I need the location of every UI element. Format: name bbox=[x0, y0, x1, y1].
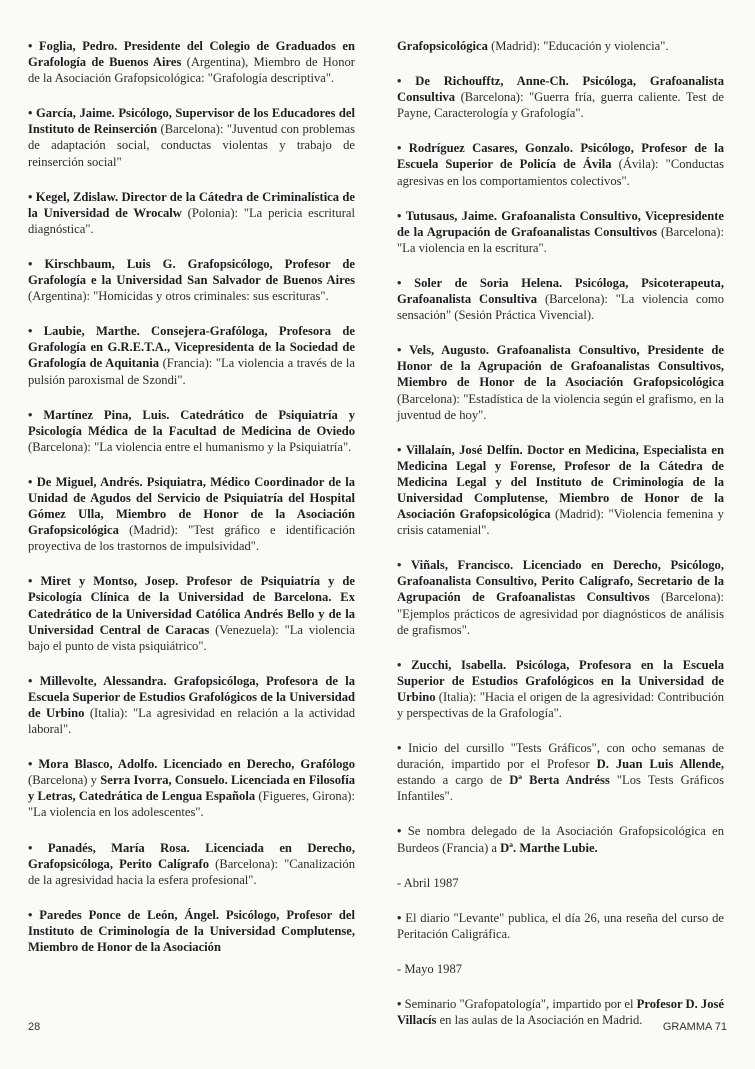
list-item: • Villalaín, José Delfín. Doctor en Medicina, Especialista en Medicina Legal y Forense, Profesor de la Cátedra de Medicina Legal y del Instituto de Criminología de la Universidad Complutense, Miembro de Honor de la Asociación Grafopsicológica (Madrid): "Violencia femenina y crisis catamenial". bbox=[397, 442, 724, 538]
list-item: • Paredes Ponce de León, Ángel. Psicólogo, Profesor del Instituto de Criminología de la Universidad Complutense, Miembro de Honor de la Asociación bbox=[28, 907, 355, 955]
list-item: • Mora Blasco, Adolfo. Licenciado en Derecho, Grafólogo (Barcelona) y Serra Ivorra, Consuelo. Licenciada en Filosofía y Letras, Catedrática de Lengua Española (Figueres, Girona): "La violencia en los adolescentes". bbox=[28, 757, 355, 820]
left-column bbox=[28, 38, 355, 974]
month-heading: - Abril 1987 bbox=[397, 875, 459, 890]
list-item: • García, Jaime. Psicólogo, Supervisor de los Educadores del Instituto de Reinserción (Barcelona): "Juventud con problemas de adaptación social, conductas violentas y trabajo de reinserción social" bbox=[28, 106, 355, 169]
list-item: • Vels, Augusto. Grafoanalista Consultivo, Presidente de Honor de la Agrupación de Grafoanalistas Consultivos, Miembro de Honor de la Asociación Grafopsicológica (Barcelona): "Estadística de la violencia según el grafismo, en la juventud de hoy". bbox=[397, 343, 724, 422]
right-column bbox=[397, 38, 724, 1047]
month-heading: - Mayo 1987 bbox=[397, 961, 463, 976]
list-item: • De Miguel, Andrés. Psiquiatra, Médico Coordinador de la Unidad de Agudos del Servicio de Psiquiatría del Hospital Gómez Ulla, Miembro de Honor de la Asociación Grafopsicológica (Madrid): "Test gráfico e identificación proyectiva de los trastornos de impulsividad". bbox=[28, 474, 355, 554]
list-item: • De Richoufftz, Anne-Ch. Psicóloga, Grafoanalista Consultiva (Barcelona): "Guerra fría, guerra caliente. Test de Payne, Caracterología y Grafología". bbox=[397, 74, 724, 121]
list-item: • Millevolte, Alessandra. Grafopsicóloga, Profesora de la Escuela Superior de Estudios Grafológicos de la Universidad de Urbino (Italia): "La agresividad en relación a la actividad laboral". bbox=[28, 673, 356, 737]
news-item: • Inicio del cursillo "Tests Gráficos", con ocho semanas de duración, impartido por el Profesor D. Juan Luis Allende, estando a cargo de Dª Berta Andréss "Los Tests Gráficos Infantiles". bbox=[397, 741, 724, 804]
list-item: • Foglia, Pedro. Presidente del Colegio de Graduados en Grafología de Buenos Aires (Argentina), Miembro de Honor de la Asociación Grafopsicológica: "Grafología descriptiva". bbox=[28, 39, 355, 86]
list-item: • Miret y Montso, Josep. Profesor de Psiquiatría y de Psicología Clínica de la Universidad de Barcelona. Ex Catedrático de la Universidad Católica Andrés Bello y de la Universidad Central de Caracas (Venezuela): "La violencia bajo el punto de vista psiquiátrico". bbox=[28, 574, 355, 653]
list-item: • Tutusaus, Jaime. Grafoanalista Consultivo, Vicepresidente de la Agrupación de Grafoanalistas Consultivos (Barcelona): "La violencia en la escritura". bbox=[397, 208, 725, 255]
list-item: • Panadés, María Rosa. Licenciada en Derecho, Grafopsicóloga, Perito Calígrafo (Barcelona): "Canalización de la agresividad hacia la esfera profesional". bbox=[28, 840, 355, 887]
list-item: • Soler de Soria Helena. Psicóloga, Psicoterapeuta, Grafoanalista Consultiva (Barcelona): "La violencia como sensación" (Sesión Práctica Vivencial). bbox=[397, 275, 724, 323]
list-item: • Kirschbaum, Luis G. Grafopsicólogo, Profesor de Grafología e la Universidad San Salvador de Buenos Aires (Argentina): "Homicidas y otros criminales: sus escrituras". bbox=[28, 256, 356, 304]
list-item: • Zucchi, Isabella. Psicóloga, Profesora en la Escuela Superior de Estudios Grafológicos en la Universidad de Urbino (Italia): "Hacia el origen de la agresividad: Contribución y perspectivas de la Grafología". bbox=[397, 657, 724, 720]
list-item: • Kegel, Zdislaw. Director de la Cátedra de Criminalística de la Universidad de Wrocalw (Polonia): "La pericia escritural diagnóstica". bbox=[28, 189, 355, 236]
news-item: • El diario "Levante" publica, el día 26, una reseña del curso de Peritación Caligráfica. bbox=[397, 910, 724, 941]
list-item: • Rodríguez Casares, Gonzalo. Psicólogo, Profesor de la Escuela Superior de Policía de Ávila (Ávila): "Conductas agresivas en los comportamientos colectivos". bbox=[397, 141, 724, 188]
list-item: • Viñals, Francisco. Licenciado en Derecho, Psicólogo, Grafoanalista Consultivo, Perito Calígrafo, Secretario de la Agrupación de Grafoanalistas Consultivos (Barcelona): "Ejemplos prácticos de agresividad por diagnósticos de análisis de grafismos". bbox=[397, 558, 724, 637]
journal-name: GRAMMA 71 bbox=[662, 1021, 727, 1033]
page-number: 28 bbox=[28, 1021, 41, 1033]
news-item: • Seminario "Grafopatología", impartido por el Profesor D. José Villacís en las aulas de la Asociación en Madrid. bbox=[397, 997, 724, 1028]
list-item: • Laubie, Marthe. Consejera-Grafóloga, Profesora de Grafología en G.R.E.T.A., Vicepresidenta de la Sociedad de Grafología de Aquitania (Francia): "La violencia a través de la pulsión paroxismal de Szondi". bbox=[28, 324, 355, 387]
list-item: • Martínez Pina, Luis. Catedrático de Psiquiatría y Psicología Médica de la Facultad de Medicina de Oviedo (Barcelona): "La violencia entre el humanismo y la Psiquiatría". bbox=[28, 407, 355, 454]
list-item-continuation: Grafopsicológica (Madrid): "Educación y violencia". bbox=[397, 39, 669, 53]
news-item: • Se nombra delegado de la Asociación Grafopsicológica en Burdeos (Francia) a Dª. Marthe Lubie. bbox=[397, 824, 724, 855]
